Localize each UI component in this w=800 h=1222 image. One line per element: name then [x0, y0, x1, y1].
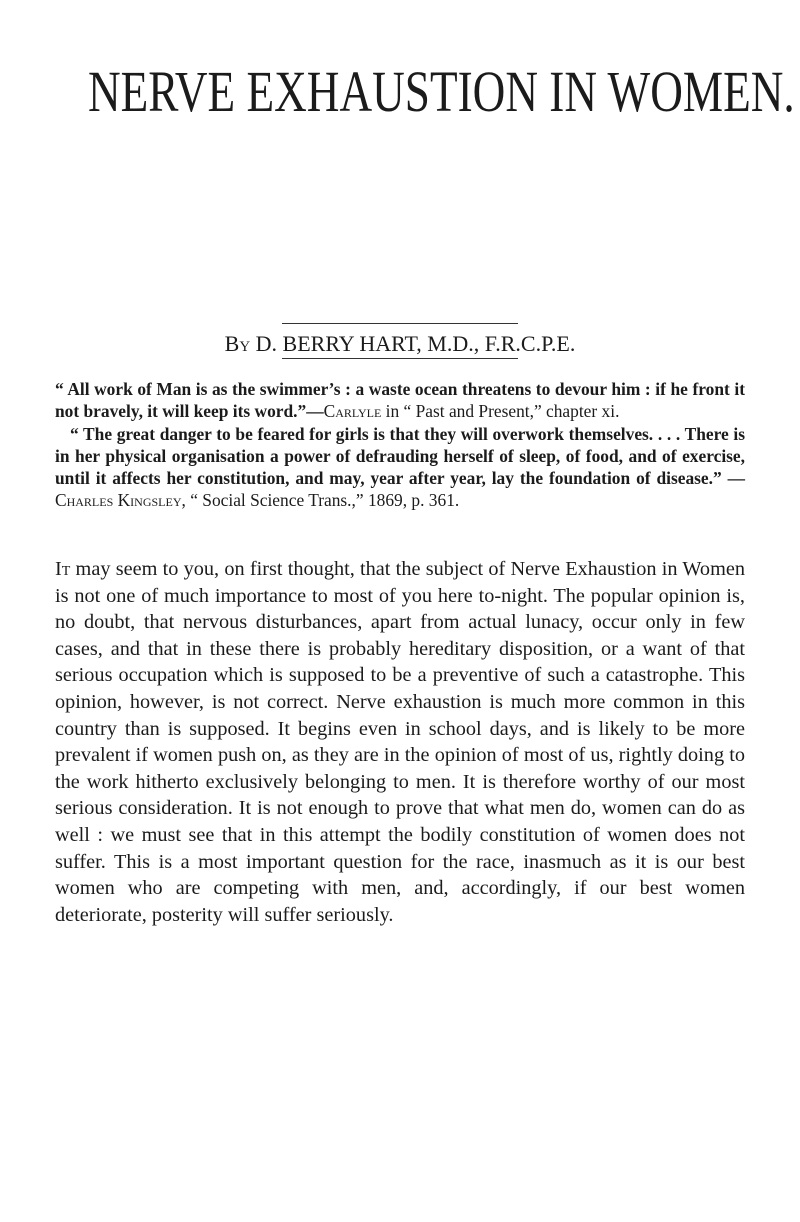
epigraph-source: in “ Past and Present,” chapter xi. — [381, 401, 620, 422]
epigraph-block — [55, 378, 745, 512]
epigraph-attribution: Charles Kingsley, — [55, 490, 186, 511]
body-paragraph — [55, 556, 745, 928]
body-paragraph-text: may seem to you, on first thought, that the subject of Nerve Exhaustion in Women is not one of much importance to most of you here to-night. The popular opinion is, no doubt, that nervous disturbances, apart from actual lunacy, occur only in few cases, and that in these there is probably hereditary disposition, or a want of that serious occupation which is supposed to be a preventive of such a catastrophe. This opinion, however, is not correct. Nerve exhaustion is much more common in this country than is supposed. It begins even in school days, and is likely to be more prevalent if women push on, as they are in the opinion of most of us, rightly doing to the work hitherto exclusively belonging to men. It is therefore worthy of our most serious consideration. It is not enough to prove that what men do, women can do as well : we must see that in this attempt the bodily constitution of women does not suffer. This is a most important question for the race, inasmuch as it is our best women who are competing with men, and, accordingly, if our best women deteriorate, posterity will suffer seriously. — [55, 558, 745, 926]
body-lead-word: It — [55, 558, 71, 580]
top-rule — [282, 323, 518, 324]
body-text — [55, 556, 745, 928]
page-title: NERVE EXHAUSTION IN WOMEN. — [88, 59, 795, 124]
author-name: D. BERRY HART, M.D., F.R.C.P.E. — [255, 331, 576, 356]
epigraph-source: “ Social Science Trans.,” 1869, p. 361. — [185, 490, 460, 511]
byline-prefix: By — [224, 331, 251, 356]
epigraph-quote — [55, 378, 745, 423]
epigraph-text: “ All work of Man is as the swimmer’s : a waste ocean threatens to devour him : if he front it not bravely, it will keep its word.”— — [55, 379, 745, 422]
author-byline — [0, 331, 800, 357]
epigraph-quote — [55, 423, 745, 512]
bottom-rule — [282, 358, 518, 359]
epigraph-text: “ The great danger to be feared for girls is that they will overwork themselves. . . . There is in her physical organisation a power of defrauding herself of sleep, of food, and of exercise, until it affects her constitution, and may, year after year, lay the foundation of disease.” — — [55, 423, 745, 489]
epigraph-attribution: Carlyle — [323, 401, 382, 422]
